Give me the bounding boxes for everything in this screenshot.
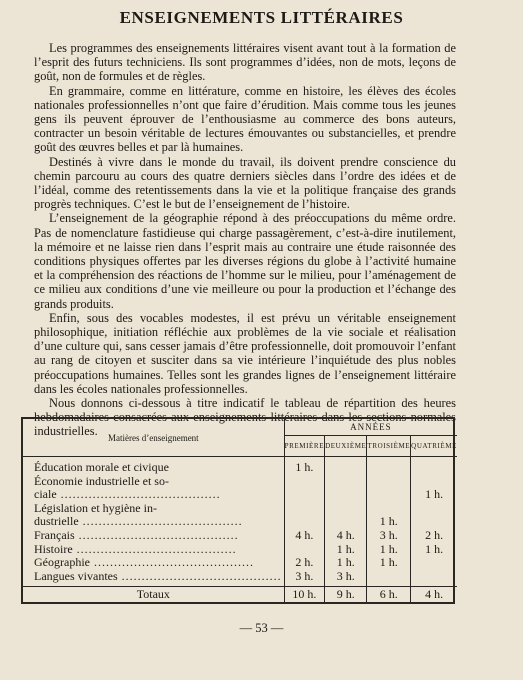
subject-line: Législation et hygiène in- [34, 501, 157, 515]
hours-value: 2 h. [425, 528, 444, 542]
hours-value [325, 475, 366, 489]
totals-label: Totaux [23, 587, 284, 603]
hours-value: 1 h. [379, 515, 398, 529]
total-value: 9 h. [325, 587, 367, 603]
header-year: TROISIÈME [367, 436, 411, 457]
page-number: — 53 — [239, 621, 284, 635]
header-year: PREMIÈRE [284, 436, 324, 457]
hours-value [411, 475, 457, 489]
header-year: DEUXIÈME [325, 436, 367, 457]
subjects-column [23, 457, 284, 587]
paragraph: Enfin, sous des vocables modestes, il est prévu un véritable enseignement philosophique, initiation réfléchie aux problèmes de la vie sociale et réalisation d’une culture qui, sans cesser jamais d’être professionnelle, doit promouvoir l’enfant au rang de citoyen et susciter dans sa vie intérieure l’inquiétude des plus nobles préoccupations humaines. Telles sont les grandes lignes de l’enseignement littéraire dans les écoles nationales professionnelles. [34, 310, 456, 396]
hours-value [411, 461, 457, 475]
year-column [411, 457, 457, 587]
hours-table [21, 417, 458, 604]
header-year: QUATRIÈME [411, 436, 457, 457]
total-value: 10 h. [284, 587, 324, 603]
year-column [367, 457, 411, 587]
body-text [34, 41, 456, 439]
subject-line: dustrielle ........................................ [34, 515, 243, 529]
paragraph: En grammaire, comme en littérature, comme en histoire, les élèves des écoles nationales professionnelles n’ont que faire d’érudition. Mais comme tous les jeunes gens ils peuvent éprouver de l’enthousiasme au commerce des bons auteurs, contracter un besoin véritable de lectures émouvantes ou substancielles, et prendre goût des œuvres belles et par là humaines. [34, 83, 456, 155]
hours-value [325, 488, 366, 502]
hours-value: 4 h. [295, 528, 314, 542]
paragraph: L’enseignement de la géographie répond à des préoccupations du même ordre. Pas de nomenclature fastidieuse qui charge passagèrement, c’est-à-dire inutilement, la mémoire et ne laisse rien dans l’esprit mais au contraire une étude raisonnée des conditions physiques offertes par les diverses régions du globe à l’activité humaine et la compréhension des réactions de l’homme sur le milieu, pour l’aménagement de ce milieu aux conditions d’une vie meilleure ou pour la production et l’échange des grands produits. [34, 211, 456, 311]
header-matieres: Matières d’enseignement [23, 419, 284, 457]
hours-value [367, 502, 410, 516]
paragraph: Les programmes des enseignements littéraires visent avant tout à la formation de l’esprit des futurs techniciens. Ils sont programmes d’idées, non de mots, leçons de goût, non de formules et de règles. [34, 41, 456, 84]
subject-line: Éducation morale et civique [34, 461, 169, 474]
hours-value: 3 h. [336, 569, 355, 583]
subject-line: Géographie ........................................ [34, 556, 254, 570]
hours-value [367, 570, 410, 584]
leader-dots: ........................................ [78, 515, 243, 529]
hours-value [411, 570, 457, 584]
subject-line: Histoire ........................................ [34, 542, 237, 556]
hours-value [285, 543, 324, 557]
hours-value: 1 h. [336, 542, 355, 556]
hours-value: 1 h. [336, 556, 355, 570]
total-value: 4 h. [411, 587, 457, 603]
hours-value [325, 461, 366, 475]
page-title: ENSEIGNEMENTS LITTÉRAIRES [119, 8, 404, 27]
paragraph: Nous donnons ci-dessous à titre indicatif le tableau de répartition des heures hebdomadaires consacrées aux enseignements littéraires dans les sections normales industrielles. [34, 396, 456, 439]
header-annees: ANNÉES [284, 419, 457, 436]
leader-dots: ........................................ [72, 542, 237, 556]
leader-dots: ........................................ [56, 488, 221, 502]
hours-value [325, 515, 366, 529]
hours-value: 4 h. [336, 528, 355, 542]
hours-value: 3 h. [295, 569, 314, 583]
year-column [325, 457, 367, 587]
hours-value: 1 h. [425, 542, 444, 556]
subject-line: Économie industrielle et so- [34, 474, 169, 488]
subject-line: ciale ........................................ [34, 488, 221, 502]
hours-value [367, 488, 410, 502]
hours-value [411, 556, 457, 570]
hours-value [285, 488, 324, 502]
hours-value: 2 h. [295, 556, 314, 570]
hours-value [285, 502, 324, 516]
paragraph: Destinés à vivre dans le monde du travail, ils doivent prendre conscience du chemin parcouru au cours des quatre derniers siècles dans l’ordre des idées et de l’idéal, comme des retentissements dans la vie et la politique française des grands progrès techniques. C’est le but de l’enseignement de l’histoire. [34, 154, 456, 212]
subject-line: Langues vivantes ........................................ [34, 569, 282, 583]
hours-value [411, 502, 457, 516]
hours-value [285, 475, 324, 489]
hours-value [367, 461, 410, 475]
hours-value: 3 h. [379, 528, 398, 542]
hours-value: 1 h. [379, 542, 398, 556]
hours-value [411, 515, 457, 529]
hours-value [285, 515, 324, 529]
hours-value [367, 475, 410, 489]
leader-dots: ........................................ [89, 556, 254, 570]
subject-line: Français ........................................ [34, 528, 239, 542]
hours-value [325, 502, 366, 516]
year-column [284, 457, 324, 587]
total-value: 6 h. [367, 587, 411, 603]
hours-value: 1 h. [379, 556, 398, 570]
hours-value: 1 h. [295, 461, 314, 474]
leader-dots: ........................................ [117, 569, 282, 583]
leader-dots: ........................................ [74, 528, 239, 542]
hours-value: 1 h. [425, 488, 444, 502]
